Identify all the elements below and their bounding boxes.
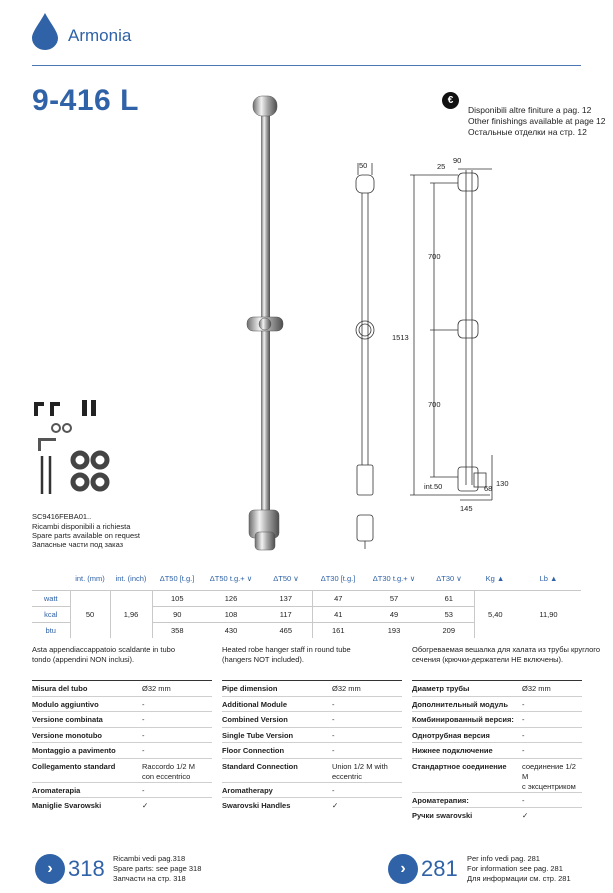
spec-label: Дополнительный модуль [412, 699, 508, 709]
spec-value: - [332, 699, 335, 709]
col-kg: Kg ▲ [485, 574, 505, 584]
spec-label: Стандартное соединение [412, 761, 507, 771]
finish-note-en: Other finishings available at page 12 [468, 116, 606, 126]
page-ref-right[interactable]: 281 [421, 856, 458, 881]
spec-value: - [522, 746, 525, 755]
spec-row [222, 711, 402, 727]
table-row: btu 358 430 465 161 193 209 [32, 622, 581, 638]
spare-note-en: Spare parts available on request [32, 531, 140, 540]
spec-row [32, 711, 212, 727]
spec-label: Versione monotubo [32, 730, 103, 740]
dim-700-lower: 700 [428, 400, 441, 409]
spec-value: Union 1/2 M with eccentric [332, 761, 388, 781]
description-ru: Обогреваемая вешалка для халата из трубы круглого сечения (крючки-держатели НЕ включены). [412, 645, 601, 664]
spec-value: - [522, 730, 525, 740]
dim-68: 68 [484, 484, 493, 493]
dim-700-upper: 700 [428, 252, 441, 261]
spec-label: Swarovski Handles [222, 801, 291, 810]
col-dt30-tg: ΔT30 [t.g.] [320, 574, 356, 584]
spec-row [412, 711, 582, 727]
page-ref-left[interactable]: 318 [68, 856, 105, 881]
performance-table [32, 568, 581, 638]
int-inch-value: 1,96 [110, 590, 152, 638]
chevron-right-icon[interactable]: › [388, 854, 418, 884]
spec-row [412, 758, 582, 792]
spec-row [222, 782, 402, 798]
dim-int50: int.50 [424, 482, 443, 491]
spec-value: - [522, 699, 525, 709]
header-divider [32, 65, 581, 66]
spec-value: - [522, 795, 525, 805]
spec-value: ✓ [142, 801, 149, 810]
spec-list-it [32, 680, 212, 813]
spec-value: - [142, 730, 145, 740]
spec-label: Standard Connection [222, 761, 298, 771]
spec-row [412, 727, 582, 743]
side-view-drawing [400, 155, 510, 515]
spec-row [32, 742, 212, 758]
spec-row [222, 727, 402, 743]
spec-row [412, 807, 582, 823]
kg-value: 5,40 [474, 590, 516, 638]
lb-value: 11,90 [516, 590, 581, 638]
description-it: Asta appendiaccappatoio scaldante in tubo tondo (appendini NON inclusi). [32, 645, 176, 664]
col-dt50-tgv: ΔT50 t.g.+ ∨ [209, 574, 253, 584]
col-dt30-v: ΔT30 ∨ [436, 574, 462, 584]
product-image [235, 92, 295, 554]
spec-label: Modulo aggiuntivo [32, 699, 99, 709]
spec-label: Maniglie Svarowski [32, 801, 102, 810]
water-drop-icon [30, 12, 60, 50]
spec-row [412, 680, 582, 696]
col-int-mm: int. (mm) [75, 574, 105, 584]
spec-value: - [522, 715, 525, 724]
spec-row [222, 680, 402, 696]
spec-list-ru [412, 680, 582, 823]
spec-label: Pipe dimension [222, 684, 278, 693]
spec-label: Combined Version [222, 715, 288, 724]
spec-label: Floor Connection [222, 746, 285, 755]
spec-value: - [142, 699, 145, 709]
spec-row [32, 758, 212, 782]
spec-label: Комбинированный версия: [412, 715, 514, 724]
front-view-drawing [345, 155, 385, 555]
table-row: watt 50 1,96 105 126 137 47 57 61 5,40 11,90 [32, 590, 581, 606]
description-en: Heated robe hanger staff in round tube (hangers NOT included). [222, 645, 351, 664]
spec-list-en [222, 680, 402, 813]
col-lb: Lb ▲ [539, 574, 558, 584]
col-dt50-tg: ΔT50 [t.g.] [159, 574, 195, 584]
spec-row [222, 742, 402, 758]
spare-parts-image [30, 396, 120, 500]
spec-value: - [332, 785, 335, 795]
footer-note-right: Per info vedi pag. 281 For information see pag. 281 Для информации см. стр. 281 [467, 854, 571, 883]
spec-row [32, 727, 212, 743]
spec-label: Aromaterapia [32, 785, 81, 795]
spec-label: Однотрубная версия [412, 730, 490, 740]
spec-label: Single Tube Version [222, 730, 294, 740]
spec-label: Нижнее подключение [412, 746, 493, 755]
spec-value: Raccordo 1/2 M con eccentrico [142, 761, 195, 781]
spec-value: - [332, 715, 335, 724]
spec-value: - [142, 715, 145, 724]
spec-value: - [142, 746, 145, 755]
weight-icon: ▲ [550, 574, 558, 584]
spare-note-ru: Запасные части под заказ [32, 540, 124, 549]
spec-row [222, 758, 402, 782]
spec-label: Additional Module [222, 699, 287, 709]
spec-row [32, 797, 212, 813]
chevron-right-icon[interactable]: › [35, 854, 65, 884]
spec-row [32, 696, 212, 712]
dim-1513: 1513 [392, 333, 409, 342]
model-title: 9-416 L [32, 84, 139, 117]
spec-value: ✓ [332, 801, 339, 810]
col-dt30-tgv: ΔT30 t.g.+ ∨ [372, 574, 416, 584]
col-dt50-v: ΔT50 ∨ [273, 574, 299, 584]
int-mm-value: 50 [70, 590, 110, 638]
spec-label: Aromatherapy [222, 785, 273, 795]
spec-label: Versione combinata [32, 715, 103, 724]
spec-label: Диаметр трубы [412, 684, 470, 693]
spec-value: Ø32 mm [142, 684, 171, 693]
spec-value: Ø32 mm [332, 684, 361, 693]
finish-note-ru: Остальные отделки на стр. 12 [468, 127, 587, 137]
spec-value: соединение 1/2 M с эксцентриком [522, 761, 576, 791]
spec-row [412, 742, 582, 758]
spec-row [32, 782, 212, 798]
spec-label: Collegamento standard [32, 761, 116, 771]
spec-row [222, 797, 402, 813]
table-row: kcal 90 108 117 41 49 53 [32, 606, 581, 622]
spare-note-it: Ricambi disponibili a richiesta [32, 522, 131, 531]
spare-code: SC9416FEBA01.. [32, 512, 92, 521]
finish-note-it: Disponibili altre finiture a pag. 12 [468, 105, 592, 115]
brand-name: Armonia [68, 26, 132, 45]
spec-value: Ø32 mm [522, 684, 551, 693]
spec-value: - [332, 730, 335, 740]
spec-row [412, 792, 582, 808]
dim-145: 145 [460, 504, 473, 513]
spec-label: Misura del tubo [32, 684, 88, 693]
spec-label: Аромaтерапия: [412, 795, 469, 805]
weight-icon: ▲ [496, 574, 505, 584]
spec-row [412, 696, 582, 712]
front-width-dim: 50 [359, 161, 368, 170]
col-int-inch: int. (inch) [115, 574, 147, 584]
dim-90: 90 [453, 156, 462, 165]
spec-row [222, 696, 402, 712]
dim-130: 130 [496, 479, 509, 488]
spec-value: - [142, 785, 145, 795]
spec-label: Montaggio a pavimento [32, 746, 116, 755]
dim-25: 25 [437, 162, 446, 171]
spec-value: ✓ [522, 811, 529, 820]
footer-note-left: Ricambi vedi pag.318 Spare parts: see page 318 Запчасти на стр. 318 [113, 854, 202, 883]
spec-value: - [332, 746, 335, 755]
spec-row [32, 680, 212, 696]
euro-icon: € [442, 92, 459, 109]
spec-label: Ручки swarovski [412, 811, 473, 820]
